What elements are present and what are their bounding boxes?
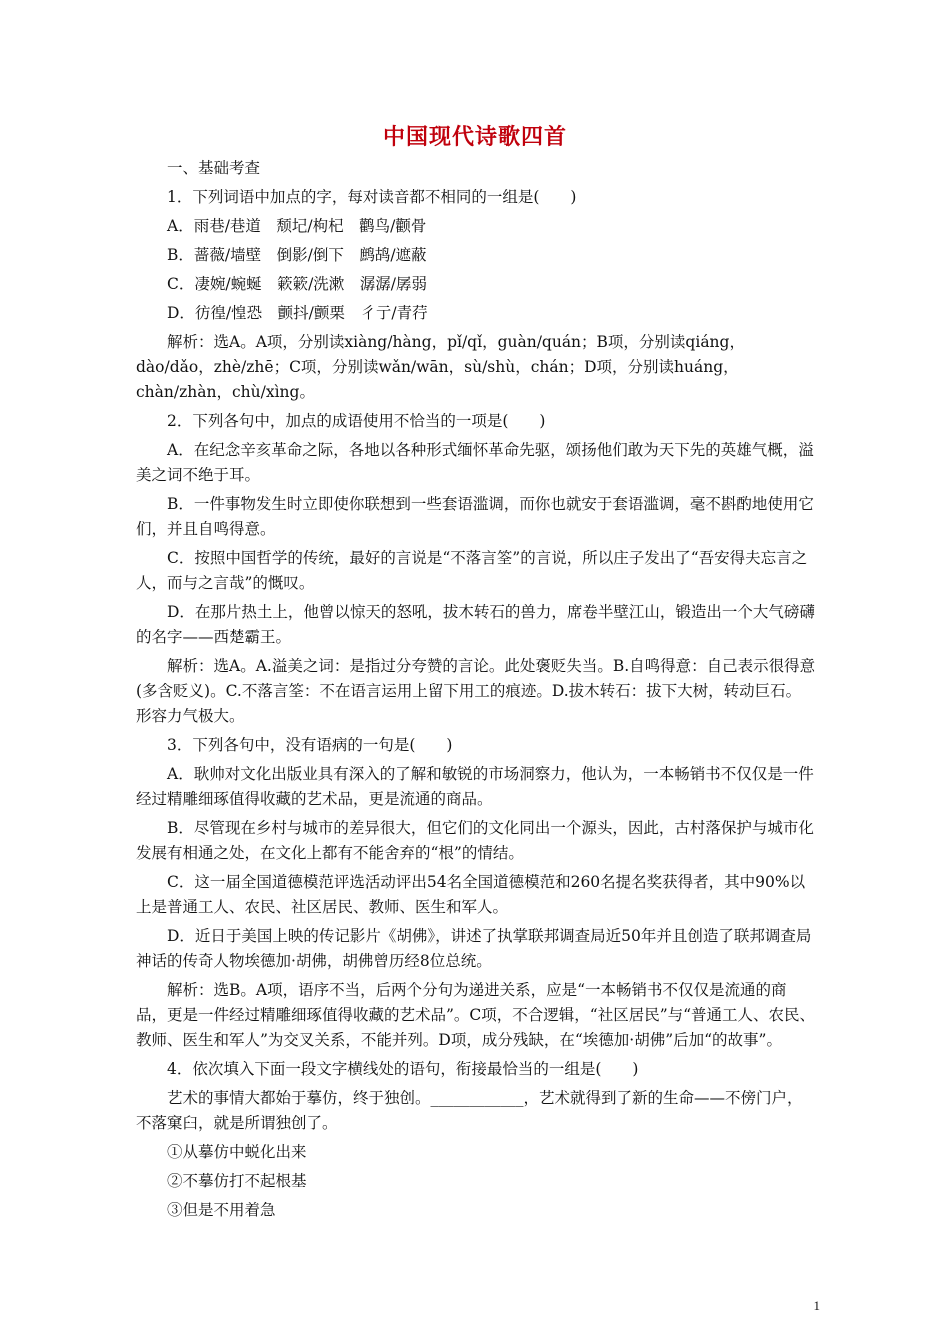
question-4-item-1: ①从摹仿中蜕化出来 (167, 1143, 307, 1161)
question-1-option-d: D．彷徨/惶恐 颤抖/颤栗 彳亍/青荇 (167, 304, 428, 322)
question-2-answer: 解析：选A。A.溢美之词：是指过分夸赞的言论。此处褒贬失当。B.自鸣得意：自己表示很得意(多含贬义)。C.不落言筌：不在语言运用上留下用工的痕迹。D.拔木转石：拔下大树，转动巨石。形容力气极大。 (136, 657, 816, 725)
question-2-option-c: C．按照中国哲学的传统，最好的言说是“不落言筌”的言说，所以庄子发出了“吾安得夫忘言之人，而与之言哉”的慨叹。 (136, 549, 808, 592)
question-4-item-2: ②不摹仿打不起根基 (167, 1172, 307, 1190)
question-3-option-c: C．这一届全国道德模范评选活动评出54名全国道德模范和260名提名奖获得者，其中90%以上是普通工人、农民、社区居民、教师、医生和军人。 (136, 873, 806, 916)
document-body (136, 156, 816, 1227)
question-1-answer: 解析：选A。A项，分别读xiàng/hàng，pǐ/qǐ，guàn/quán；B项，分别读qiáng，dào/dǎo，zhè/zhē；C项，分别读wǎn/wān，sù/shù，chán；D项，分别读huáng，chàn/zhàn，chù/xìng。 (136, 333, 745, 401)
question-1-option-b: B．蔷薇/墙壁 倒影/倒下 鹧鸪/遮蔽 (167, 246, 427, 264)
question-2-option-b: B．一件事物发生时立即使你联想到一些套语滥调，而你也就安于套语滥调，毫不斟酌地使用它们，并且自鸣得意。 (136, 495, 814, 538)
question-3-option-a: A．耿帅对文化出版业具有深入的了解和敏锐的市场洞察力，他认为，一本畅销书不仅仅是一件经过精雕细琢值得收藏的艺术品，更是流通的商品。 (136, 765, 814, 808)
question-1-option-c: C．凄婉/蜿蜒 簌簌/洗漱 潺潺/孱弱 (167, 275, 428, 293)
question-3-option-d: D．近日于美国上映的传记影片《胡佛》，讲述了执掌联邦调查局近50年并且创造了联邦调查局神话的传奇人物埃德加·胡佛，胡佛曾历经8位总统。 (136, 927, 812, 970)
question-4-item-3: ③但是不用着急 (167, 1201, 276, 1219)
question-3-option-b: B．尽管现在乡村与城市的差异很大，但它们的文化同出一个源头，因此，古村落保护与城市化发展有相通之处，在文化上都有不能舍弃的“根”的情结。 (136, 819, 814, 862)
section-heading: 一、基础考查 (167, 159, 261, 177)
page-number: 1 (813, 1298, 820, 1313)
question-1-option-a: A．雨巷/巷道 颓圮/枸杞 鹳鸟/颧骨 (167, 217, 427, 235)
question-3-stem: 3．下列各句中，没有语病的一句是( ) (167, 736, 453, 754)
question-4-passage: 艺术的事情大都始于摹仿，终于独创。____________，艺术就得到了新的生命——不傍门户，不落窠臼，就是所谓独创了。 (136, 1089, 803, 1132)
question-3-answer: 解析：选B。A项，语序不当，后两个分句为递进关系，应是“一本畅销书不仅仅是流通的商品，更是一件经过精雕细琢值得收藏的艺术品”。C项，不合逻辑，“社区居民”与“普通工人、农民、教师、医生和军人”为交叉关系，不能并列。D项，成分残缺，在“埃德加·胡佛”后加“的故事”。 (136, 981, 816, 1049)
question-2-stem: 2．下列各句中，加点的成语使用不恰当的一项是( ) (167, 412, 546, 430)
question-1-stem: 1．下列词语中加点的字，每对读音都不相同的一组是( ) (167, 188, 577, 206)
question-2-option-a: A．在纪念辛亥革命之际，各地以各种形式缅怀革命先驱，颂扬他们敢为天下先的英雄气概，溢美之词不绝于耳。 (136, 441, 814, 484)
page-title: 中国现代诗歌四首 (382, 124, 567, 150)
question-4-stem: 4．依次填入下面一段文字横线处的语句，衔接最恰当的一组是( ) (167, 1060, 639, 1078)
question-2-option-d: D．在那片热土上，他曾以惊天的怒吼，拔木转石的兽力，席卷半壁江山，锻造出一个大气磅礴的名字——西楚霸王。 (136, 603, 815, 646)
